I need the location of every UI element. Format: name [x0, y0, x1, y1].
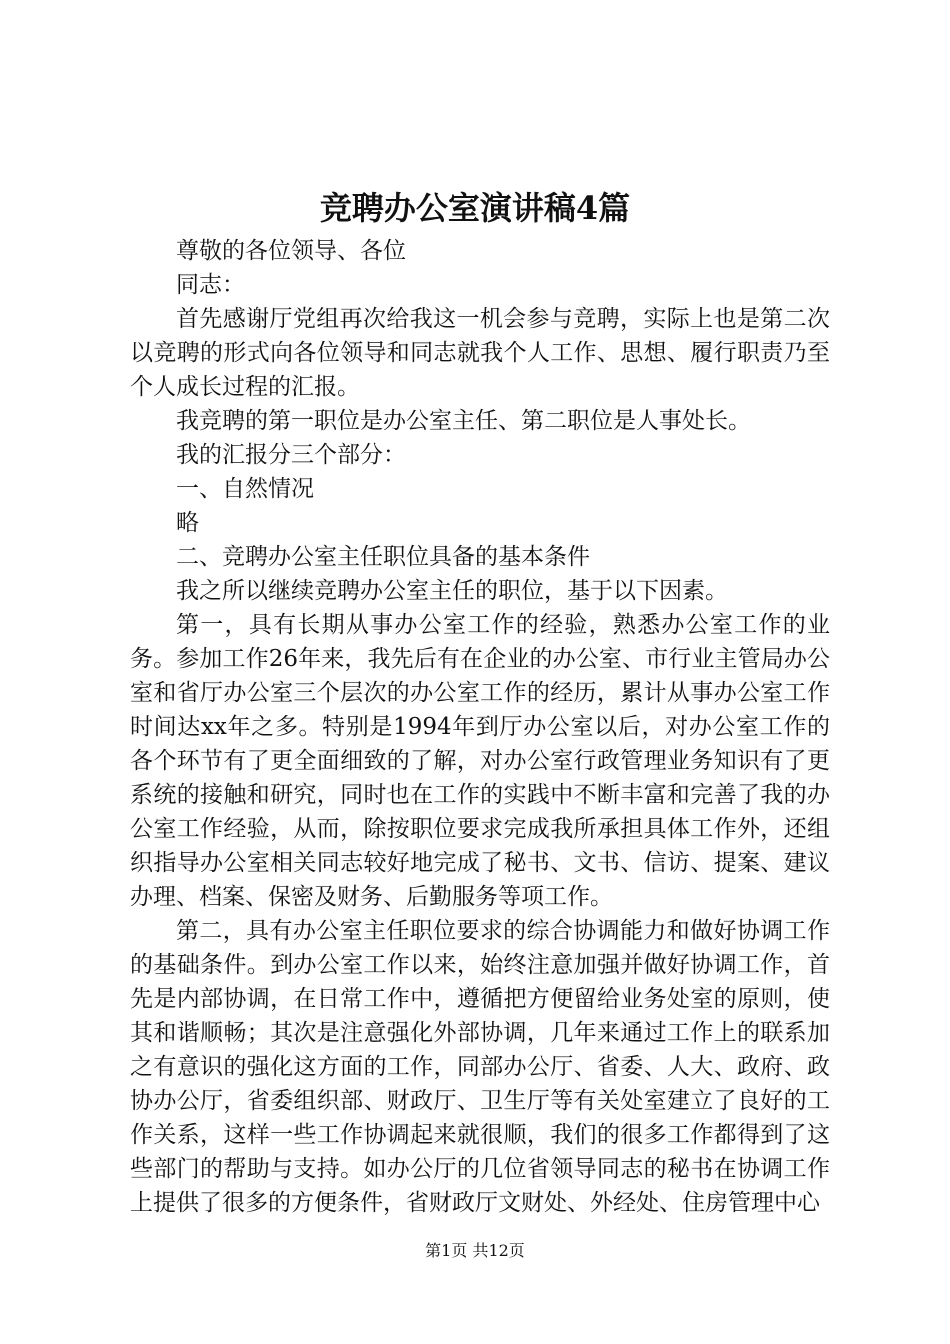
section-heading: 一、自然情况 [176, 476, 314, 502]
paragraph: 我之所以继续竞聘办公室主任的职位，基于以下因素。 [176, 578, 728, 604]
paragraph: 第一，具有长期从事办公室工作的经验，熟悉办公室工作的业务。参加工作26年来，我先后有在企业的办公室、市行业主管局办公室和省厅办公室三个层次的办公室工作的经历，累计从事办公室工作时间达xx年之多。特别是1994年到厅办公室以后，对办公室工作的各个环节有了更全面细致的了解，对办公室行政管理业务知识有了更系统的接触和研究，同时也在工作的实践中不断丰富和完善了我的办公室工作经验，从而，除按职位要求完成我所承担具体工作外，还组织指导办公室相关同志较好地完成了秘书、文书、信访、提案、建议办理、档案、保密及财务、后勤服务等项工作。 [130, 612, 830, 910]
document-body [130, 234, 830, 1220]
page-footer: 第1页 共12页 [425, 1241, 525, 1260]
paragraph: 我的汇报分三个部分： [176, 442, 406, 468]
paragraph: 略 [176, 510, 199, 536]
paragraph: 第二，具有办公室主任职位要求的综合协调能力和做好协调工作的基础条件。到办公室工作以来，始终注意加强并做好协调工作，首先是内部协调，在日常工作中，遵循把方便留给业务处室的原则，使其和谐顺畅；其次是注意强化外部协调，几年来通过工作上的联系加之有意识的强化这方面的工作，同部办公厅、省委、人大、政府、政协办公厅，省委组织部、财政厅、卫生厅等有关处室建立了良好的工作关系，这样一些工作协调起来就很顺，我们的很多工作都得到了这些部门的帮助与支持。如办公厅的几位省领导同志的秘书在协调工作上提供了很多的方便条件，省财政厅文财处、外经处、住房管理中心 [130, 918, 830, 1216]
paragraph: 同志： [176, 272, 245, 298]
section-heading: 二、竞聘办公室主任职位具备的基本条件 [176, 544, 590, 570]
paragraph: 尊敬的各位领导、各位 [176, 238, 406, 264]
document-title: 竞聘办公室演讲稿4篇 [319, 189, 631, 227]
paragraph: 我竞聘的第一职位是办公室主任、第二职位是人事处长。 [176, 408, 751, 434]
paragraph: 首先感谢厅党组再次给我这一机会参与竞聘，实际上也是第二次以竞聘的形式向各位领导和同志就我个人工作、思想、履行职责乃至个人成长过程的汇报。 [130, 306, 830, 400]
